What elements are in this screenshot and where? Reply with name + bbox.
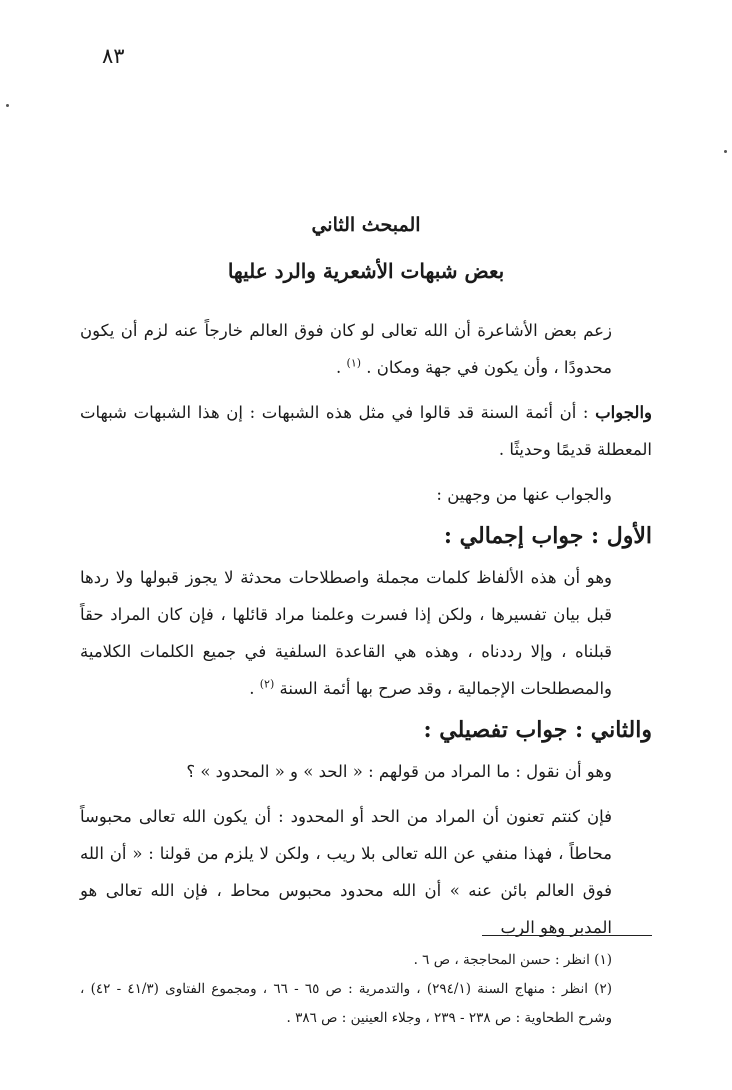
claim-end: . (336, 358, 342, 377)
paragraph-detail: فإن كنتم تعنون أن المراد من الحد أو المحدود : أن يكون الله تعالى محبوساً محاطاً ، فهذا منفي عن الله تعالى بلا ريب ، ولكن لا يلزم من قولنا : « أن الله فوق العالم بائن عنه » أن الله محدود محبوس محاط ، فإن الله تعالى هو المدبر وهو الرب (80, 807, 612, 937)
general-end: . (249, 679, 255, 698)
paragraph-two-ways: والجواب عنها من وجهين : (436, 485, 612, 504)
paragraph-general (80, 559, 652, 707)
footnote-divider (482, 935, 652, 936)
scan-speck (724, 150, 727, 153)
page-number: ٨٣ (102, 44, 125, 68)
paragraph-answer (80, 394, 652, 468)
scan-speck (6, 104, 9, 107)
footnote-ref-2: (٢) (259, 677, 275, 691)
paragraph-question: وهو أن نقول : ما المراد من قولهم : « الحد » و « المحدود » ؟ (186, 762, 612, 781)
footnotes (80, 946, 652, 1033)
footnote-2: (٢) انظر : منهاج السنة (٢٩٤/١) ، والتدمرية : ص ٦٥ - ٦٦ ، ومجموع الفتاوى (٤١/٣ - ٤٢) ، وشرح الطحاوية : ص ٢٣٨ - ٢٣٩ ، وجلاء العينين : ص ٣٨٦ . (80, 981, 612, 1026)
footnote-1: (١) انظر : حسن المحاججة ، ص ٦ . (413, 952, 612, 968)
section-title: بعض شبهات الأشعرية والرد عليها (227, 259, 505, 283)
general-text: وهو أن هذه الألفاظ كلمات مجملة واصطلاحات محدثة لا يجوز قبولها ولا ردها قبل بيان تفسيرها ، ولكن إذا فسرت وعلمنا مراد قائلها ، فإن كان المراد حقاً قبلناه ، وإلا رددناه ، وهذه هي القاعدة السلفية في جميع الكلمات الكلامية والمصطلحات الإجمالية ، وقد صرح بها أئمة السنة (80, 568, 612, 698)
main-text (80, 312, 652, 946)
first-answer-heading: الأول : جواب إجمالي : (443, 523, 652, 549)
paragraph-claim (80, 312, 652, 386)
section-heading: المبحث الثاني (311, 214, 421, 236)
footnote-ref-1: (١) (346, 356, 362, 370)
second-answer-heading: والثاني : جواب تفصيلي : (423, 717, 652, 743)
claim-text: زعم بعض الأشاعرة أن الله تعالى لو كان فوق العالم خارجاً عنه لزم أن يكون محدودًا ، وأن يكون في جهة ومكان . (80, 321, 612, 377)
answer-text: : أن أئمة السنة قد قالوا في مثل هذه الشبهات : إن هذا الشبهات شبهات المعطلة قديمًا وحديثًا . (80, 403, 652, 459)
answer-lead: والجواب (595, 403, 652, 422)
heading-block (80, 205, 652, 291)
